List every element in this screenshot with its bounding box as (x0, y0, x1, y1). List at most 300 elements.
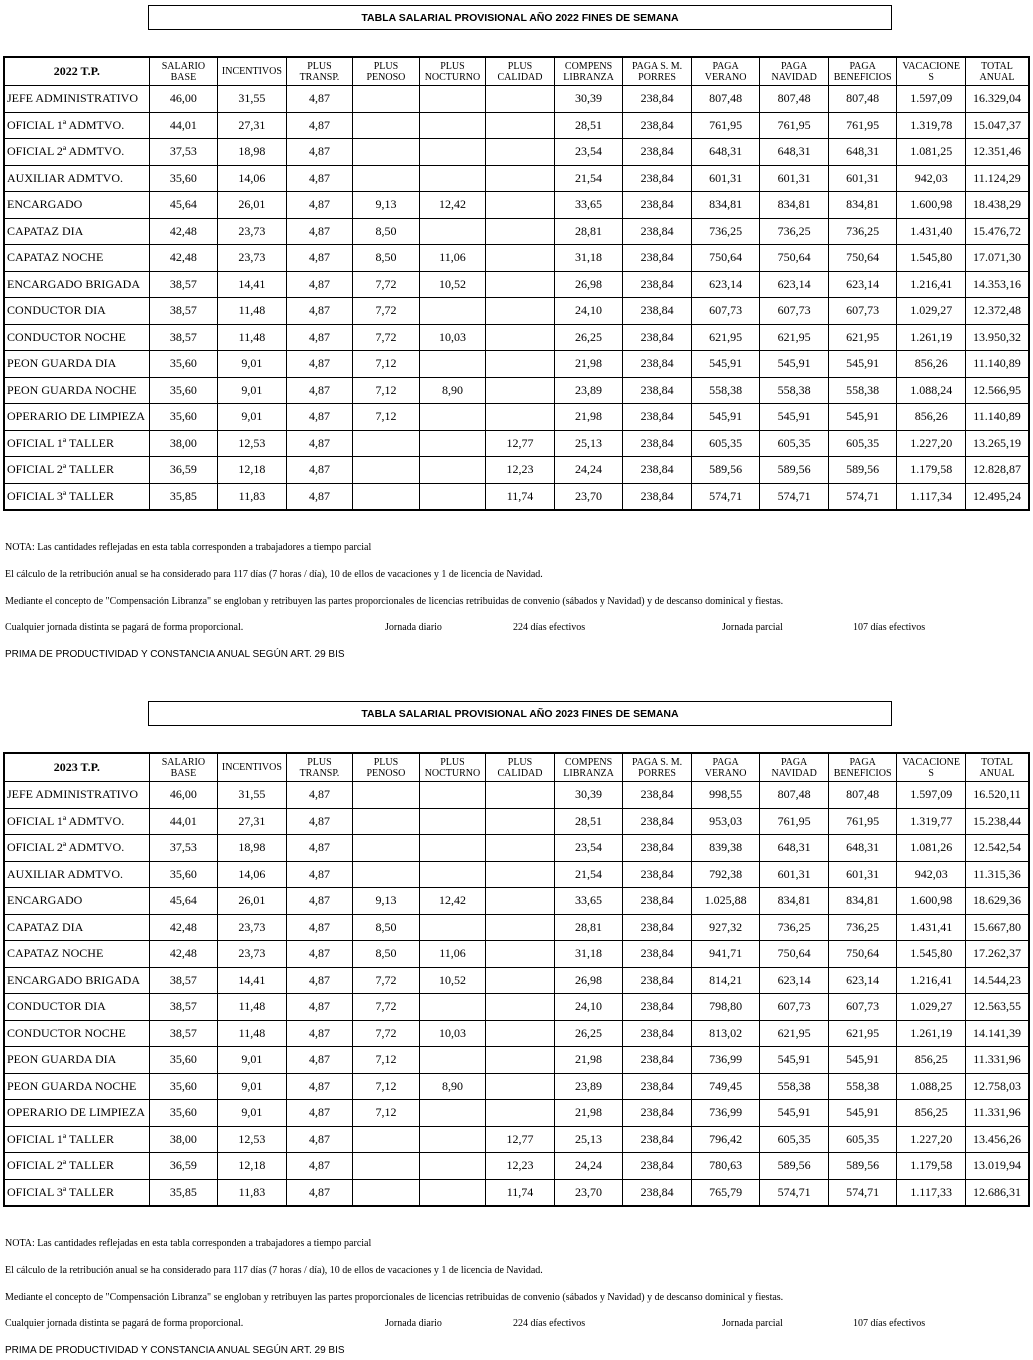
table-cell (486, 967, 555, 994)
table-cell: 623,14 (760, 967, 829, 994)
table-cell: 38,57 (149, 1020, 218, 1047)
table-cell: 238,84 (623, 165, 692, 192)
table-cell (353, 86, 420, 113)
table-cell: 621,95 (760, 324, 829, 351)
table-cell: 8,90 (419, 1073, 486, 1100)
note-line: El cálculo de la retribución anual se ha considerado para 117 días (7 horas / día), 10 de ellos de vacaciones y 1 de licencia de Navidad. (5, 1265, 543, 1276)
table-cell: 4,87 (286, 1073, 353, 1100)
table-cell: 765,79 (691, 1179, 760, 1206)
table-cell: 44,01 (149, 112, 218, 139)
row-category: JEFE ADMINISTRATIVO (4, 782, 149, 809)
table-cell: 21,98 (554, 404, 623, 431)
table-cell (419, 861, 486, 888)
table-cell (419, 430, 486, 457)
table-cell: 856,25 (897, 1100, 966, 1127)
table-row (4, 245, 1029, 272)
table-title: TABLA SALARIAL PROVISIONAL AÑO 2022 FINES DE SEMANA (148, 5, 892, 30)
table-cell: 24,10 (554, 994, 623, 1021)
table-cell: 26,25 (554, 1020, 623, 1047)
table-cell: 13.950,32 (965, 324, 1029, 351)
table-cell: 7,72 (353, 271, 420, 298)
row-category: AUXILIAR ADMTVO. (4, 165, 149, 192)
table-cell: 14,06 (218, 861, 287, 888)
table-row (4, 1179, 1029, 1206)
table-cell: 11,74 (486, 483, 555, 510)
table-cell: 7,72 (353, 298, 420, 325)
table-cell: 13.265,19 (965, 430, 1029, 457)
table-cell: 8,50 (353, 218, 420, 245)
table-cell: 605,35 (828, 1126, 897, 1153)
table-cell: 42,48 (149, 914, 218, 941)
table-cell: 574,71 (828, 483, 897, 510)
row-category: AUXILIAR ADMTVO. (4, 861, 149, 888)
row-category: PEON GUARDA NOCHE (4, 1073, 149, 1100)
table-cell: 11.140,89 (965, 404, 1029, 431)
table-cell: 927,32 (691, 914, 760, 941)
table-cell: 4,87 (286, 430, 353, 457)
table-cell: 648,31 (828, 835, 897, 862)
table-cell: 12.372,48 (965, 298, 1029, 325)
table-cell: 796,42 (691, 1126, 760, 1153)
column-header-line: ANUAL (979, 71, 1015, 83)
table-cell: 4,87 (286, 808, 353, 835)
table-cell: 238,84 (623, 1100, 692, 1127)
jornada-parcial-label: Jornada parcial (722, 622, 783, 633)
table-row (4, 1126, 1029, 1153)
table-cell (486, 298, 555, 325)
table-cell: 12,42 (419, 192, 486, 219)
table-cell: 12,42 (419, 888, 486, 915)
table-cell: 8,50 (353, 914, 420, 941)
column-header (286, 753, 353, 782)
table-cell: 38,57 (149, 994, 218, 1021)
table-cell: 1.545,80 (897, 941, 966, 968)
table-cell (486, 139, 555, 166)
table-row (4, 967, 1029, 994)
table-cell: 1.597,09 (897, 86, 966, 113)
table-cell: 4,87 (286, 245, 353, 272)
table-cell: 750,64 (760, 245, 829, 272)
table-cell: 9,01 (218, 1073, 287, 1100)
column-header-line: INCENTIVOS (221, 66, 282, 77)
table-cell: 8,90 (419, 377, 486, 404)
table-cell (486, 404, 555, 431)
column-header (218, 57, 287, 86)
table-row (4, 808, 1029, 835)
table-cell: 28,51 (554, 112, 623, 139)
row-category: CAPATAZ DIA (4, 218, 149, 245)
table-cell: 13.456,26 (965, 1126, 1029, 1153)
table-cell: 1.227,20 (897, 430, 966, 457)
table-cell: 23,73 (218, 914, 287, 941)
column-header (965, 753, 1029, 782)
row-category: OFICIAL 2ª ADMTVO. (4, 835, 149, 862)
table-row (4, 914, 1029, 941)
table-cell: 35,85 (149, 1179, 218, 1206)
table-cell: 558,38 (760, 1073, 829, 1100)
table-cell: 807,48 (760, 86, 829, 113)
table-cell: 589,56 (828, 457, 897, 484)
row-category: CAPATAZ DIA (4, 914, 149, 941)
table-cell: 813,02 (691, 1020, 760, 1047)
table-cell: 9,01 (218, 1100, 287, 1127)
column-header (691, 753, 760, 782)
note-line: NOTA: Las cantidades reflejadas en esta tabla corresponden a trabajadores a tiempo parcial (5, 542, 372, 553)
table-cell: 798,80 (691, 994, 760, 1021)
column-header (760, 57, 829, 86)
table-cell: 1.261,19 (897, 324, 966, 351)
table-cell: 9,13 (353, 192, 420, 219)
table-cell: 26,98 (554, 271, 623, 298)
table-cell: 574,71 (691, 483, 760, 510)
table-cell: 9,13 (353, 888, 420, 915)
table-row (4, 941, 1029, 968)
row-category: OFICIAL 1ª ADMTVO. (4, 112, 149, 139)
table-cell: 15.047,37 (965, 112, 1029, 139)
note-line: Mediante el concepto de "Compensación Libranza" se engloban y retribuyen las partes proporcionales de licencias retribuidas de convenio (sábados y Navidad) y de descanso dominical y fiestas. (5, 1292, 784, 1303)
table-cell: 750,64 (760, 941, 829, 968)
column-header-line: BENEFICIOS (833, 767, 892, 779)
table-cell: 26,01 (218, 192, 287, 219)
table-cell: 545,91 (828, 1047, 897, 1074)
table-cell: 27,31 (218, 112, 287, 139)
table-cell: 23,73 (218, 218, 287, 245)
column-header-line: VERANO (704, 767, 747, 779)
table-cell (486, 994, 555, 1021)
table-cell (419, 914, 486, 941)
column-header-line: COMPENS (564, 756, 613, 768)
jornada-diario-days: 224 días efectivos (513, 1318, 586, 1329)
column-header (554, 753, 623, 782)
table-cell: 11.140,89 (965, 351, 1029, 378)
table-cell: 1.319,77 (897, 808, 966, 835)
table-cell: 1.029,27 (897, 298, 966, 325)
table-cell: 648,31 (828, 139, 897, 166)
table-cell: 545,91 (760, 1047, 829, 1074)
table-cell: 589,56 (760, 1153, 829, 1180)
row-category: CAPATAZ NOCHE (4, 941, 149, 968)
table-cell: 23,89 (554, 377, 623, 404)
table-cell: 4,87 (286, 1153, 353, 1180)
table-cell: 1.179,58 (897, 1153, 966, 1180)
table-cell: 10,52 (419, 271, 486, 298)
table-cell: 749,45 (691, 1073, 760, 1100)
column-header-line: VERANO (704, 71, 747, 83)
table-cell: 13.019,94 (965, 1153, 1029, 1180)
table-cell: 4,87 (286, 888, 353, 915)
table-cell: 545,91 (691, 404, 760, 431)
table-cell (353, 165, 420, 192)
table-cell: 621,95 (828, 324, 897, 351)
table-cell: 1.117,33 (897, 1179, 966, 1206)
row-category: JEFE ADMINISTRATIVO (4, 86, 149, 113)
jornada-parcial-label: Jornada parcial (722, 1318, 783, 1329)
table-row (4, 165, 1029, 192)
column-header (897, 57, 966, 86)
table-cell: 35,85 (149, 483, 218, 510)
table-cell: 24,10 (554, 298, 623, 325)
column-header (149, 57, 218, 86)
table-cell: 23,54 (554, 139, 623, 166)
table-cell: 750,64 (691, 245, 760, 272)
table-cell (486, 324, 555, 351)
column-header-line: PLUS (373, 60, 399, 72)
table-cell: 12.351,46 (965, 139, 1029, 166)
table-cell: 21,98 (554, 1100, 623, 1127)
table-cell (419, 404, 486, 431)
table-cell: 31,18 (554, 245, 623, 272)
column-header-line: CALIDAD (497, 767, 543, 779)
table-cell: 736,25 (691, 218, 760, 245)
table-cell: 558,38 (828, 377, 897, 404)
column-header-line: TRANSP. (299, 767, 340, 779)
column-header-line: S (928, 71, 934, 83)
column-header-line: PLUS (373, 756, 399, 768)
table-cell: 14.353,16 (965, 271, 1029, 298)
table-cell: 1.545,80 (897, 245, 966, 272)
table-cell: 21,98 (554, 1047, 623, 1074)
table-cell: 4,87 (286, 1020, 353, 1047)
table-cell: 780,63 (691, 1153, 760, 1180)
column-header-line: PORRES (638, 71, 676, 83)
table-cell: 4,87 (286, 1179, 353, 1206)
prima-note: PRIMA DE PRODUCTIVIDAD Y CONSTANCIA ANUAL SEGÚN ART. 29 BIS (5, 649, 345, 660)
table-cell: 11,06 (419, 245, 486, 272)
table-cell: 37,53 (149, 139, 218, 166)
row-category: ENCARGADO BRIGADA (4, 271, 149, 298)
table-cell: 558,38 (828, 1073, 897, 1100)
table-cell: 38,57 (149, 271, 218, 298)
table-cell: 45,64 (149, 888, 218, 915)
table-row (4, 112, 1029, 139)
column-header-line: VACACIONE (902, 756, 960, 768)
table-cell: 856,26 (897, 351, 966, 378)
table-cell: 35,60 (149, 861, 218, 888)
table-cell: 839,38 (691, 835, 760, 862)
table-cell: 1.431,40 (897, 218, 966, 245)
table-row (4, 139, 1029, 166)
salary-table (3, 56, 1030, 511)
table-cell: 7,72 (353, 1020, 420, 1047)
table-cell: 11,48 (218, 1020, 287, 1047)
column-header (419, 57, 486, 86)
row-category: CAPATAZ NOCHE (4, 245, 149, 272)
row-category: OFICIAL 3ª TALLER (4, 1179, 149, 1206)
jornada-diario-days: 224 días efectivos (513, 622, 586, 633)
table-cell: 807,48 (691, 86, 760, 113)
table-cell: 238,84 (623, 139, 692, 166)
table-row (4, 1020, 1029, 1047)
table-cell: 14.141,39 (965, 1020, 1029, 1047)
table-cell: 545,91 (828, 351, 897, 378)
table-cell: 18.438,29 (965, 192, 1029, 219)
table-cell: 736,25 (828, 218, 897, 245)
table-cell: 15.238,44 (965, 808, 1029, 835)
table-cell: 1.600,98 (897, 192, 966, 219)
table-cell: 238,84 (623, 888, 692, 915)
table-cell (486, 245, 555, 272)
table-cell: 12,18 (218, 1153, 287, 1180)
table-cell: 589,56 (760, 457, 829, 484)
table-cell: 736,99 (691, 1100, 760, 1127)
table-cell: 607,73 (760, 298, 829, 325)
column-header-line: BASE (170, 71, 197, 83)
column-header-line: NOCTURNO (424, 71, 481, 83)
table-cell: 1.088,24 (897, 377, 966, 404)
table-cell: 11,83 (218, 483, 287, 510)
table-cell: 9,01 (218, 377, 287, 404)
table-cell: 4,87 (286, 192, 353, 219)
row-category: ENCARGADO BRIGADA (4, 967, 149, 994)
table-cell: 28,51 (554, 808, 623, 835)
table-cell: 12.563,55 (965, 994, 1029, 1021)
row-category: OFICIAL 2ª ADMTVO. (4, 139, 149, 166)
table-cell: 736,25 (760, 218, 829, 245)
table-cell (419, 808, 486, 835)
table-cell: 44,01 (149, 808, 218, 835)
table-cell: 11.315,36 (965, 861, 1029, 888)
table-cell: 238,84 (623, 967, 692, 994)
table-cell: 12,77 (486, 1126, 555, 1153)
table-cell: 38,00 (149, 430, 218, 457)
table-row (4, 377, 1029, 404)
column-header-line: PLUS (507, 60, 533, 72)
table-cell: 761,95 (691, 112, 760, 139)
table-cell (419, 483, 486, 510)
salary-table (3, 752, 1030, 1207)
jornada-parcial-days: 107 días efectivos (853, 1318, 926, 1329)
table-cell: 736,25 (760, 914, 829, 941)
table-cell (486, 888, 555, 915)
table-cell: 607,73 (691, 298, 760, 325)
column-header (760, 753, 829, 782)
column-header-line: PAGA (849, 756, 876, 768)
table-cell: 648,31 (760, 139, 829, 166)
table-cell: 35,60 (149, 1073, 218, 1100)
table-cell: 46,00 (149, 86, 218, 113)
column-header-line: ANUAL (979, 767, 1015, 779)
table-cell: 31,55 (218, 86, 287, 113)
column-header-line: SALARIO (161, 756, 206, 768)
table-cell: 7,12 (353, 1073, 420, 1100)
table-cell: 238,84 (623, 298, 692, 325)
table-row (4, 782, 1029, 809)
table-cell: 238,84 (623, 324, 692, 351)
table-cell: 4,87 (286, 483, 353, 510)
table-cell (486, 86, 555, 113)
table-cell: 26,98 (554, 967, 623, 994)
table-cell: 28,81 (554, 218, 623, 245)
table-cell: 607,73 (828, 298, 897, 325)
table-cell: 4,87 (286, 1126, 353, 1153)
table-cell: 4,87 (286, 994, 353, 1021)
table-cell: 605,35 (828, 430, 897, 457)
table-cell: 601,31 (760, 165, 829, 192)
table-cell: 605,35 (691, 430, 760, 457)
table-cell: 7,72 (353, 994, 420, 1021)
table-cell (353, 112, 420, 139)
table-cell: 23,54 (554, 835, 623, 862)
table-cell: 238,84 (623, 483, 692, 510)
table-cell: 1.081,25 (897, 139, 966, 166)
table-cell: 17.071,30 (965, 245, 1029, 272)
table-cell: 11,48 (218, 298, 287, 325)
row-category: OPERARIO DE LIMPIEZA (4, 404, 149, 431)
table-cell: 545,91 (828, 1100, 897, 1127)
table-cell: 238,84 (623, 218, 692, 245)
table-cell (419, 1100, 486, 1127)
row-category: OFICIAL 3ª TALLER (4, 483, 149, 510)
column-header-line: SALARIO (161, 60, 206, 72)
table-cell: 1.179,58 (897, 457, 966, 484)
table-cell: 28,81 (554, 914, 623, 941)
table-cell: 574,71 (828, 1179, 897, 1206)
table-cell: 12,53 (218, 1126, 287, 1153)
table-cell: 545,91 (760, 404, 829, 431)
table-cell (486, 218, 555, 245)
table-cell: 35,60 (149, 404, 218, 431)
table-cell (419, 1126, 486, 1153)
table-cell: 38,57 (149, 298, 218, 325)
table-cell: 11,06 (419, 941, 486, 968)
column-header (486, 57, 555, 86)
column-header-line: TRANSP. (299, 71, 340, 83)
column-header (419, 753, 486, 782)
column-header-line: PLUS (307, 60, 332, 72)
column-header (353, 57, 420, 86)
table-cell: 238,84 (623, 914, 692, 941)
table-row (4, 218, 1029, 245)
table-cell: 834,81 (828, 888, 897, 915)
table-cell: 623,14 (691, 271, 760, 298)
table-cell: 7,72 (353, 967, 420, 994)
column-header-line: PLUS (440, 756, 465, 768)
table-cell: 238,84 (623, 245, 692, 272)
note-text: Cualquier jornada distinta se pagará de forma proporcional. (5, 1318, 244, 1329)
table-cell: 4,87 (286, 861, 353, 888)
table-cell: 4,87 (286, 941, 353, 968)
table-cell: 12,18 (218, 457, 287, 484)
table-cell (419, 1179, 486, 1206)
table-cell: 238,84 (623, 112, 692, 139)
table-cell: 26,01 (218, 888, 287, 915)
table-cell (353, 1126, 420, 1153)
table-cell (353, 457, 420, 484)
table-cell: 46,00 (149, 782, 218, 809)
table-cell: 792,38 (691, 861, 760, 888)
column-header (623, 753, 692, 782)
table-cell: 238,84 (623, 1126, 692, 1153)
table-cell (419, 782, 486, 809)
table-cell: 12,53 (218, 430, 287, 457)
column-header (897, 753, 966, 782)
table-cell: 4,87 (286, 218, 353, 245)
row-category: OFICIAL 1ª TALLER (4, 1126, 149, 1153)
table-cell: 574,71 (760, 1179, 829, 1206)
table-cell (353, 139, 420, 166)
table-cell: 736,99 (691, 1047, 760, 1074)
table-cell: 761,95 (828, 808, 897, 835)
header-row (4, 753, 1029, 782)
table-cell: 42,48 (149, 245, 218, 272)
table-corner-label: 2023 T.P. (4, 753, 149, 782)
table-cell: 25,13 (554, 430, 623, 457)
table-cell: 605,35 (760, 1126, 829, 1153)
column-header-line: PENOSO (366, 767, 406, 779)
note-line-jornada (5, 1318, 1025, 1332)
column-header (286, 57, 353, 86)
table-cell: 4,87 (286, 139, 353, 166)
